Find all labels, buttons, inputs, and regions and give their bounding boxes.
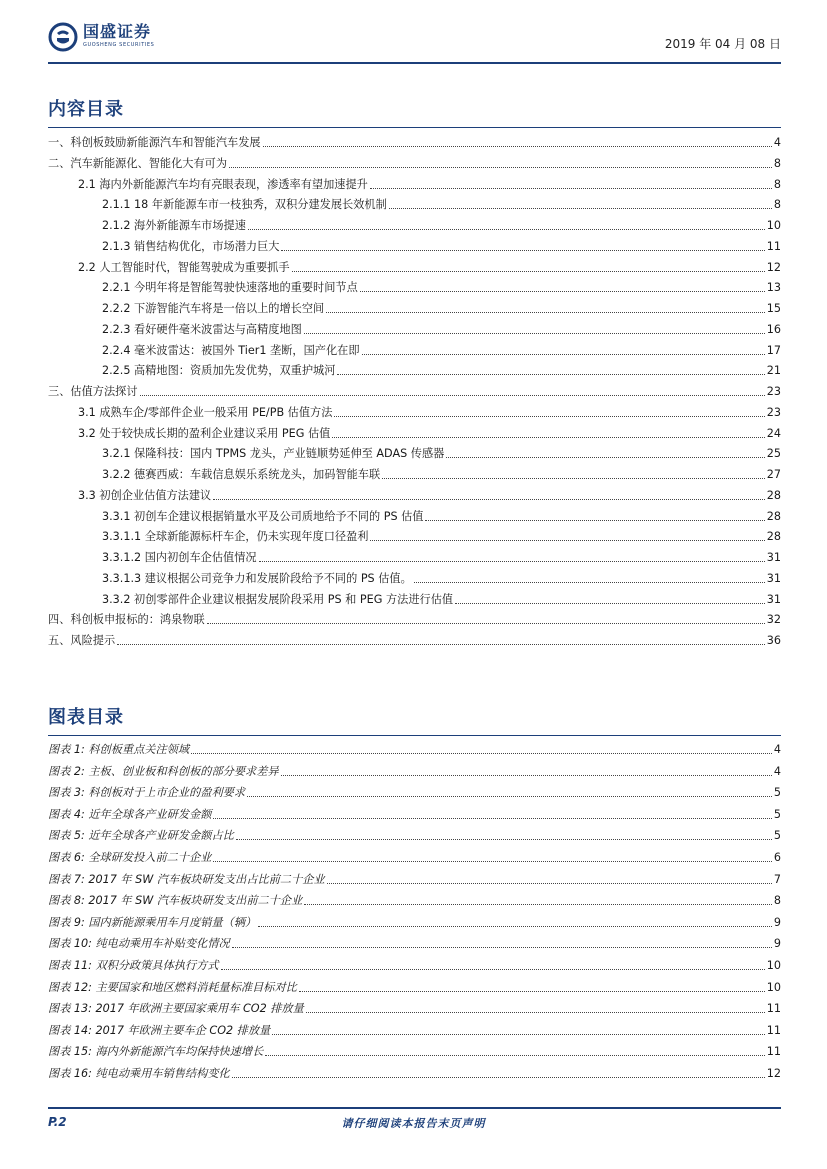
figure-entry[interactable]	[48, 737, 781, 757]
dot-leader	[248, 228, 765, 230]
toc-entry-text: 三、估值方法探讨	[48, 385, 138, 398]
toc-entry[interactable]	[48, 255, 781, 275]
toc-entry-page: 8	[773, 198, 781, 212]
toc-entry-page: 12	[766, 260, 781, 274]
dot-leader	[281, 249, 764, 251]
figure-entry-text: 图表 11: 双积分政策具体执行方式	[48, 959, 219, 972]
toc-entry-text: 3.3 初创企业估值方法建议	[78, 488, 212, 502]
toc-entry-text: 2.2 人工智能时代，智能驾驶成为重要抓手	[78, 260, 290, 274]
figure-entry-text: 图表 7: 2017 年 SW 汽车板块研发支出占比前二十企业	[48, 872, 325, 886]
figure-entry-text: 图表 6: 全球研发投入前二十企业	[48, 851, 212, 864]
toc-entry-page: 36	[766, 634, 781, 647]
toc-entry-text: 3.3.1.3 建议根据公司竞争力和发展阶段给予不同的 PS 估值。	[102, 571, 412, 585]
figure-entry-text: 图表 8: 2017 年 SW 汽车板块研发支出前二十企业	[48, 894, 303, 908]
toc-entry[interactable]	[48, 275, 781, 295]
toc-entry-text: 2.1.2 海外新能源车市场提速	[102, 219, 246, 232]
report-date: 2019 年 04 月 08 日	[664, 37, 781, 51]
toc-entry-page: 32	[766, 613, 781, 627]
toc-entry-text: 一、科创板鼓励新能源汽车和智能汽车发展	[48, 136, 261, 149]
toc-entry-text: 五、风险提示	[48, 634, 116, 647]
dot-leader	[191, 752, 772, 754]
dot-leader	[362, 353, 765, 355]
toc-entry[interactable]	[48, 151, 781, 171]
dot-leader	[236, 838, 772, 840]
toc-entry-text: 3.3.2 初创零部件企业建议根据发展阶段采用 PS 和 PEG 方法进行估值	[102, 592, 454, 606]
dot-leader	[337, 373, 764, 375]
toc-entry-text: 2.2.1 今明年将是智能驾驶快速落地的重要时间节点	[102, 281, 358, 295]
dot-leader	[232, 946, 772, 948]
dot-leader	[221, 968, 765, 970]
toc-title-underline	[48, 127, 781, 128]
dot-leader	[370, 187, 772, 189]
toc-entry-text: 2.2.4 毫米波雷达：被国外 Tier1 垄断，国产化在即	[102, 343, 360, 357]
dot-leader	[232, 1076, 765, 1078]
toc-entry[interactable]	[48, 607, 781, 627]
toc-entry-text: 2.2.3 看好硬件毫米波雷达与高精度地图	[102, 322, 302, 336]
figure-entry-text: 图表 3: 科创板对于上市企业的盈利要求	[48, 786, 246, 800]
toc-entry[interactable]	[48, 358, 781, 378]
toc-entry-text: 2.1 海内外新能源汽车均有亮眼表现，渗透率有望加速提升	[78, 177, 368, 191]
toc-entry[interactable]	[48, 213, 781, 233]
toc-entry-page: 31	[766, 592, 781, 606]
toc-entry-page: 28	[766, 530, 781, 544]
figure-entry-page: 10	[766, 980, 781, 994]
toc-entry-text: 3.3.1 初创车企建议根据销量水平及公司质地给予不同的 PS 估值	[102, 509, 424, 523]
figure-entry[interactable]	[48, 910, 781, 930]
toc-entry-page: 31	[766, 571, 781, 585]
toc-entry-page: 27	[766, 468, 781, 481]
figure-entry-text: 图表 15: 海内外新能源汽车均保持快速增长	[48, 1045, 264, 1059]
dot-leader	[382, 477, 765, 479]
toc-entry[interactable]	[48, 172, 781, 192]
dot-leader	[117, 643, 765, 645]
figure-entry-page: 10	[766, 959, 781, 972]
figure-entry-text: 图表 2: 主板、创业板和科创板的部分要求差异	[48, 764, 279, 778]
dot-leader	[259, 560, 765, 562]
figure-entry-page: 11	[766, 1045, 781, 1059]
page-header	[48, 22, 781, 62]
figure-entry-page: 12	[766, 1067, 781, 1080]
figure-entry-page: 9	[773, 937, 781, 951]
toc-entry[interactable]	[48, 400, 781, 420]
figure-entry[interactable]	[48, 1018, 781, 1038]
figure-entry[interactable]	[48, 1039, 781, 1059]
figure-entry[interactable]	[48, 759, 781, 779]
dot-leader	[258, 925, 772, 927]
toc-entry[interactable]	[48, 587, 781, 607]
dot-leader	[455, 602, 765, 604]
toc-entry[interactable]	[48, 421, 781, 441]
dot-leader	[229, 166, 772, 168]
toc-entry-page: 15	[766, 302, 781, 315]
toc-entry-text: 3.2 处于较快成长期的盈利企业建议采用 PEG 估值	[78, 426, 331, 440]
figure-entry-page: 11	[766, 1002, 781, 1016]
dot-leader	[272, 1033, 765, 1035]
dot-leader	[213, 498, 765, 500]
toc-entry-page: 13	[766, 281, 781, 295]
toc-entry-text: 3.3.1.1 全球新能源标杆车企，仍未实现年度口径盈利	[102, 530, 369, 544]
toc-entry-page: 8	[773, 177, 781, 191]
figure-entry-text: 图表 9: 国内新能源乘用车月度销量（辆）	[48, 915, 257, 929]
figure-list-title: 图表目录	[48, 703, 124, 729]
toc-entry-text: 2.1.1 18 年新能源车市一枝独秀，双积分建发展长效机制	[102, 198, 387, 212]
toc-entry-page: 11	[766, 239, 781, 253]
dot-leader	[332, 436, 764, 438]
dot-leader	[292, 270, 765, 272]
toc-entry[interactable]	[48, 441, 781, 461]
dot-leader	[304, 903, 772, 905]
header-divider	[48, 62, 781, 64]
page-number: P.2	[48, 1115, 67, 1129]
figure-entry-text: 图表 16: 纯电动乘用车销售结构变化	[48, 1067, 230, 1080]
figure-entry-page: 9	[773, 915, 781, 929]
figure-entry-page: 6	[773, 851, 781, 864]
logo-text: 国盛证券	[83, 22, 152, 41]
toc-entry-text: 2.2.5 高精地图：资质加先发优势，双重护城河	[102, 364, 336, 378]
toc-entry[interactable]	[48, 566, 781, 586]
figure-entry-text: 图表 1: 科创板重点关注领域	[48, 743, 190, 756]
toc-entry-page: 25	[766, 447, 781, 461]
logo-subtext: GUOSHENG SECURITIES	[83, 42, 155, 48]
toc-entry-page: 23	[766, 405, 781, 419]
toc-entry-page: 8	[773, 156, 781, 170]
dot-leader	[389, 207, 772, 209]
dot-leader	[213, 860, 771, 862]
toc-entry-text: 3.3.1.2 国内初创车企估值情况	[102, 551, 257, 564]
figure-entry-text: 图表 5: 近年全球各产业研发金额占比	[48, 829, 234, 843]
dot-leader	[281, 774, 772, 776]
toc-entry-page: 10	[766, 219, 781, 232]
toc-entry-text: 2.2.2 下游智能汽车将是一倍以上的增长空间	[102, 302, 325, 315]
figure-entry-text: 图表 14: 2017 年欧洲主要车企 CO2 排放量	[48, 1023, 271, 1037]
toc-title: 内容目录	[48, 95, 124, 121]
figure-entry[interactable]	[48, 975, 781, 995]
toc-entry-text: 四、科创板申报标的：鸿泉物联	[48, 613, 205, 627]
figure-entry-text: 图表 12: 主要国家和地区燃料消耗量标准目标对比	[48, 980, 297, 994]
logo-mark-icon	[48, 22, 78, 52]
dot-leader	[207, 622, 765, 624]
dot-leader	[334, 415, 764, 417]
toc-entry[interactable]	[48, 483, 781, 503]
toc-entry[interactable]	[48, 628, 781, 648]
dot-leader	[213, 817, 771, 819]
figure-entry-page: 11	[766, 1023, 781, 1037]
figure-entry-page: 7	[773, 872, 781, 886]
dot-leader	[299, 990, 765, 992]
figure-entry[interactable]	[48, 888, 781, 908]
company-logo	[48, 22, 154, 58]
toc-entry-page: 28	[766, 509, 781, 523]
toc-entry-text: 2.1.3 销售结构优化，市场潜力巨大	[102, 239, 280, 253]
figure-entry-text: 图表 13: 2017 年欧洲主要国家乘用车 CO2 排放量	[48, 1002, 304, 1016]
toc-entry[interactable]	[48, 317, 781, 337]
figure-entry-page: 5	[773, 829, 781, 843]
toc-entry-page: 24	[766, 426, 781, 440]
figure-entry[interactable]	[48, 1061, 781, 1081]
figure-title-underline	[48, 735, 781, 736]
figure-entry-page: 8	[773, 894, 781, 908]
figure-entry[interactable]	[48, 996, 781, 1016]
dot-leader	[247, 795, 772, 797]
toc-entry[interactable]	[48, 524, 781, 544]
toc-entry-page: 17	[766, 343, 781, 357]
dot-leader	[140, 394, 765, 396]
toc-entry-text: 3.2.2 德赛西威：车载信息娱乐系统龙头，加码智能车联	[102, 468, 381, 481]
dot-leader	[360, 290, 765, 292]
figure-entry-text: 图表 4: 近年全球各产业研发金额	[48, 807, 212, 821]
dot-leader	[327, 882, 772, 884]
toc-entry[interactable]	[48, 130, 781, 150]
toc-entry-text: 二、汽车新能源化、智能化大有可为	[48, 156, 228, 170]
figure-entry[interactable]	[48, 802, 781, 822]
toc-entry-page: 4	[773, 136, 781, 149]
dot-leader	[370, 539, 764, 541]
figure-entry-text: 图表 10: 纯电动乘用车补贴变化情况	[48, 937, 230, 951]
dot-leader	[263, 145, 772, 147]
figure-entry[interactable]	[48, 867, 781, 887]
figure-entry[interactable]	[48, 845, 781, 865]
dot-leader	[414, 581, 765, 583]
footer-disclaimer: 请仔细阅读本报告末页声明	[341, 1117, 486, 1130]
figure-entry-page: 5	[773, 807, 781, 821]
figure-entry[interactable]	[48, 931, 781, 951]
toc-entry[interactable]	[48, 192, 781, 212]
dot-leader	[265, 1054, 764, 1056]
toc-entry[interactable]	[48, 504, 781, 524]
toc-entry[interactable]	[48, 234, 781, 254]
toc-entry[interactable]	[48, 545, 781, 565]
toc-entry-page: 16	[766, 322, 781, 336]
figure-entry[interactable]	[48, 780, 781, 800]
figure-entry-page: 4	[773, 764, 781, 778]
toc-entry-page: 23	[766, 385, 781, 398]
toc-entry[interactable]	[48, 379, 781, 399]
toc-entry-page: 21	[766, 364, 781, 378]
figure-entry-page: 4	[773, 743, 781, 756]
toc-entry-page: 28	[766, 488, 781, 502]
toc-entry[interactable]	[48, 462, 781, 482]
figure-entry-page: 5	[773, 786, 781, 800]
toc-entry-text: 3.2.1 保隆科技：国内 TPMS 龙头，产业链顺势延伸至 ADAS 传感器	[102, 447, 445, 461]
figure-entry[interactable]	[48, 823, 781, 843]
dot-leader	[306, 1011, 765, 1013]
toc-entry[interactable]	[48, 338, 781, 358]
toc-entry-text: 3.1 成熟车企/零部件企业一般采用 PE/PB 估值方法	[78, 405, 333, 419]
toc-entry[interactable]	[48, 296, 781, 316]
figure-entry[interactable]	[48, 953, 781, 973]
dot-leader	[425, 519, 764, 521]
dot-leader	[304, 332, 765, 334]
dot-leader	[326, 311, 765, 313]
toc-entry-page: 31	[766, 551, 781, 564]
dot-leader	[446, 456, 764, 458]
footer-divider	[48, 1107, 781, 1109]
